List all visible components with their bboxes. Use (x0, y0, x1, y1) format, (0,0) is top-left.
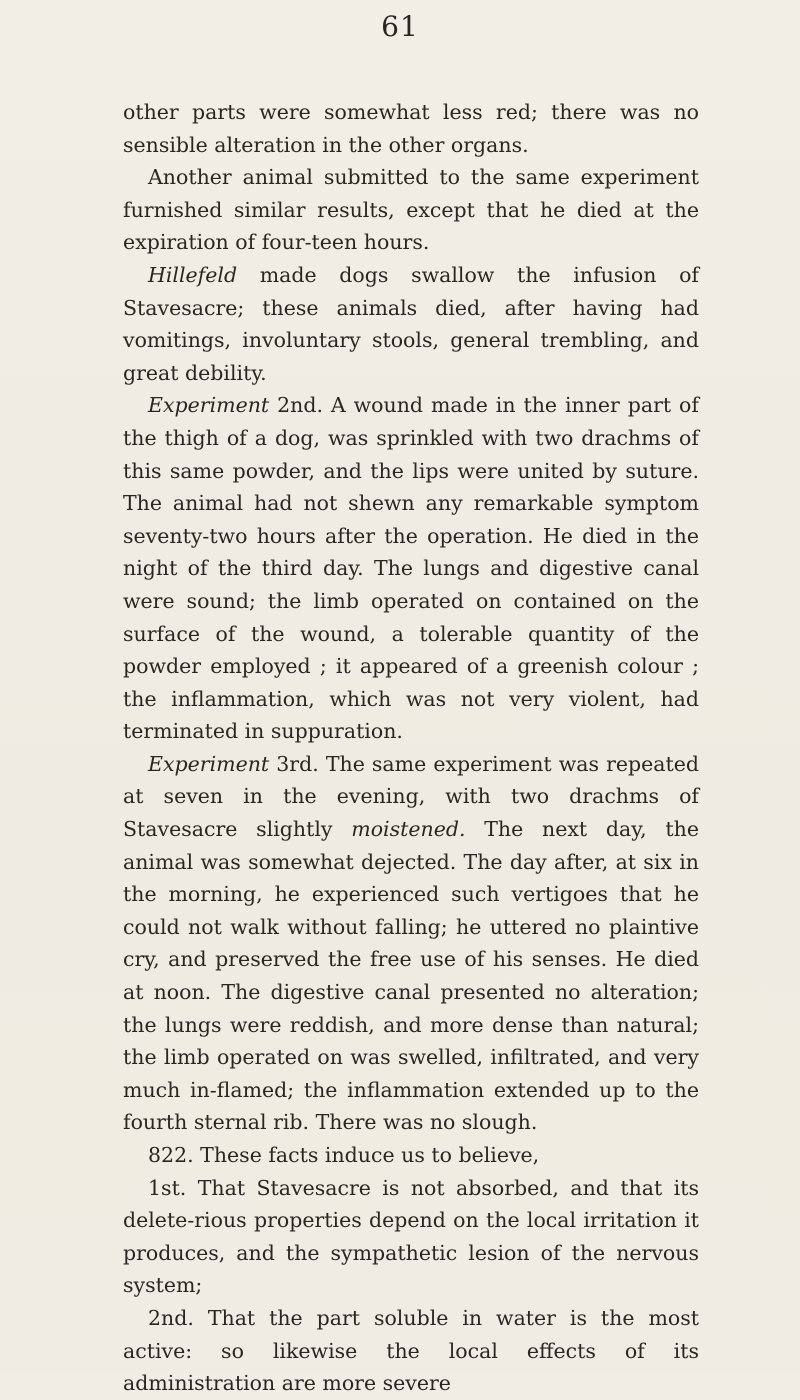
paragraph (123, 1172, 699, 1302)
italic-text: Experiment (148, 393, 270, 418)
paragraph (123, 389, 699, 748)
text-run: 822. These facts induce us to believe, (148, 1143, 540, 1167)
text-run: 1st. That Stavesacre is not absorbed, and that its delete-rious properties depend on the local irritation it produces, and the sympathetic lesion of the nervous system; (123, 1175, 699, 1298)
text-run: 2nd. A wound made in the inner part of the thigh of a dog, was sprinkled with two drachms of this same powder, and the lips were united by suture. The animal had not shewn any remarkable symptom seventy-two hours after the operation. He died in the night of the third day. The lungs and digestive canal were sound; the limb operated on contained on the surface of the wound, a tolerable quantity of the powder employed ; it appeared of a greenish colour ; the inflammation, which was not very violent, had terminated in suppuration. (123, 393, 699, 744)
text-run: Another animal submitted to the same experiment furnished similar results, except that he died at the expiration of four-teen hours. (123, 165, 699, 255)
italic-text: Hillefeld (148, 262, 238, 287)
text-run: other parts were somewhat less red; there was no sensible alteration in the other organs. (123, 100, 699, 157)
text-run: made dogs swallow the infusion of Stavesacre; these animals died, after having had vomitings, involuntary stools, general trembling, and great debility. (123, 262, 699, 385)
italic-text: moistened. (351, 817, 466, 842)
paragraph (123, 748, 699, 1139)
paragraph (123, 96, 699, 161)
italic-text: Experiment (148, 751, 270, 776)
page-number: 61 (381, 10, 419, 43)
text-run: 3rd. The same experiment was repeated at seven in the evening, with two drachms of Stavesacre slightly (123, 751, 699, 842)
text-run: The next day, the animal was somewhat dejected. The day after, at six in the morning, he experienced such vertigoes that he could not walk without falling; he uttered no plaintive cry, and preserved the free use of his senses. He died at noon. The digestive canal presented no alteration; the lungs were reddish, and more dense than natural; the limb operated on was swelled, infiltrated, and very much in-flamed; the inflammation extended up to the fourth sternal rib. There was no slough. (123, 817, 699, 1135)
paragraph (123, 1139, 699, 1172)
paragraph (123, 259, 699, 389)
paragraph (123, 161, 699, 259)
text-run: 2nd. That the part soluble in water is the most active: so likewise the local effects of its administration are more severe (123, 1305, 699, 1396)
body-text (123, 96, 699, 1400)
paragraph (123, 1302, 699, 1400)
